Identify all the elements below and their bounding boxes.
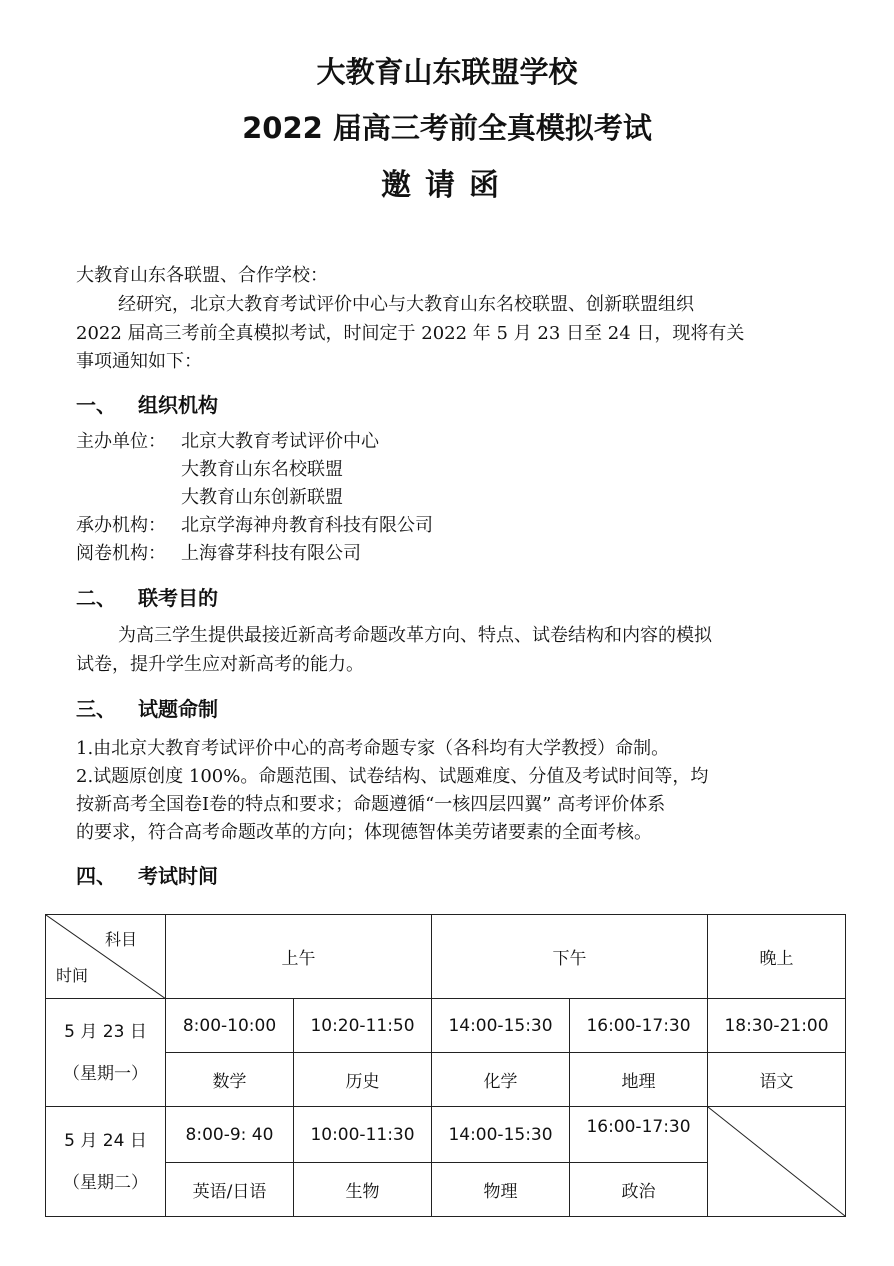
subject-cell: 地理: [570, 1053, 708, 1107]
host-item: 北京大教育考试评价中心: [181, 431, 379, 452]
section-number: 一、: [76, 393, 116, 417]
greeting: 大教育山东各联盟、合作学校：: [76, 265, 328, 286]
subject-cell: 历史: [294, 1053, 432, 1107]
day-cell: [46, 999, 166, 1107]
section-title: 试题命制: [138, 697, 218, 721]
subject-cell: 生物: [294, 1163, 432, 1217]
subject-cell: 英语/日语: [166, 1163, 294, 1217]
period-evening: 晚上: [708, 915, 846, 999]
intro-line: 经研究，北京大教育考试评价中心与大教育山东名校联盟、创新联盟组织: [118, 294, 694, 315]
section-number: 四、: [76, 864, 116, 888]
purpose-line: 试卷，提升学生应对新高考的能力。: [76, 654, 364, 675]
time-cell: 10:20-11:50: [294, 999, 432, 1053]
title-invitation: 邀请函: [381, 168, 513, 203]
section-number: 二、: [76, 586, 116, 610]
corner-subject-label: 科目: [104, 930, 137, 949]
section-title: 联考目的: [138, 586, 218, 610]
time-cell: 16:00-17:30: [570, 1107, 708, 1163]
item-line: 1.由北京大教育考试评价中心的高考命题专家（各科均有大学教授）命制。: [76, 738, 670, 759]
section-number: 三、: [76, 697, 116, 721]
time-cell: 18:30-21:00: [708, 999, 846, 1053]
item-line: 的要求，符合高考命题改革的方向；体现德智体美劳诸要素的全面考核。: [76, 822, 652, 843]
schedule-table: [45, 914, 846, 1217]
time-cell: 8:00-9: 40: [166, 1107, 294, 1163]
subject-row: [46, 1053, 846, 1107]
time-cell: 14:00-15:30: [432, 1107, 570, 1163]
intro-line: 2022 届高三考前全真模拟考试，时间定于 2022 年 5 月 23 日至 24 日，现将有关: [76, 323, 745, 344]
time-row: [46, 1107, 846, 1163]
time-cell: 8:00-10:00: [166, 999, 294, 1053]
day-cell: [46, 1107, 166, 1217]
day-date: 5 月 23 日: [64, 1021, 147, 1042]
section-heading-2: [76, 582, 218, 611]
time-cell: 10:00-11:30: [294, 1107, 432, 1163]
subject-cell: 物理: [432, 1163, 570, 1217]
empty-cell-diagonal: [708, 1107, 845, 1216]
section-heading-3: [76, 693, 218, 722]
day-weekday: （星期二）: [63, 1172, 148, 1193]
corner-cell: [46, 915, 166, 999]
time-row: [46, 999, 846, 1053]
subject-cell: 政治: [570, 1163, 708, 1217]
marking-label: 阅卷机构：: [76, 543, 166, 564]
corner-time-label: 时间: [56, 966, 89, 985]
section-heading-1: [76, 389, 218, 418]
empty-evening-cell: [708, 1107, 846, 1217]
title-exam: 2022 届高三考前全真模拟考试: [242, 111, 652, 145]
section-title: 组织机构: [138, 393, 218, 417]
purpose-line: 为高三学生提供最接近新高考命题改革方向、特点、试卷结构和内容的模拟: [118, 625, 712, 646]
day-date: 5 月 24 日: [64, 1130, 147, 1151]
period-afternoon: 下午: [432, 915, 708, 999]
item-line: 2.试题原创度 100%。命题范围、试卷结构、试题难度、分值及考试时间等，均: [76, 766, 709, 787]
host-item: 大教育山东创新联盟: [181, 487, 343, 508]
organizer-name: 北京学海神舟教育科技有限公司: [181, 515, 433, 536]
intro-line: 事项通知如下：: [76, 351, 202, 372]
title-school: 大教育山东联盟学校: [316, 55, 578, 89]
header-row: [46, 915, 846, 999]
section-title: 考试时间: [138, 864, 218, 888]
host-item: 大教育山东名校联盟: [181, 459, 343, 480]
item-line: 按新高考全国卷Ⅰ卷的特点和要求；命题遵循“一核四层四翼” 高考评价体系: [76, 794, 666, 815]
subject-cell: 语文: [708, 1053, 846, 1107]
marking-name: 上海睿芽科技有限公司: [181, 543, 361, 564]
day-weekday: （星期一）: [63, 1063, 148, 1084]
organizer-label: 承办机构：: [76, 515, 166, 536]
period-morning: 上午: [166, 915, 432, 999]
time-cell: 14:00-15:30: [432, 999, 570, 1053]
time-cell: 16:00-17:30: [570, 999, 708, 1053]
subject-cell: 化学: [432, 1053, 570, 1107]
host-label: 主办单位：: [76, 431, 166, 452]
section-heading-4: [76, 860, 218, 889]
subject-cell: 数学: [166, 1053, 294, 1107]
